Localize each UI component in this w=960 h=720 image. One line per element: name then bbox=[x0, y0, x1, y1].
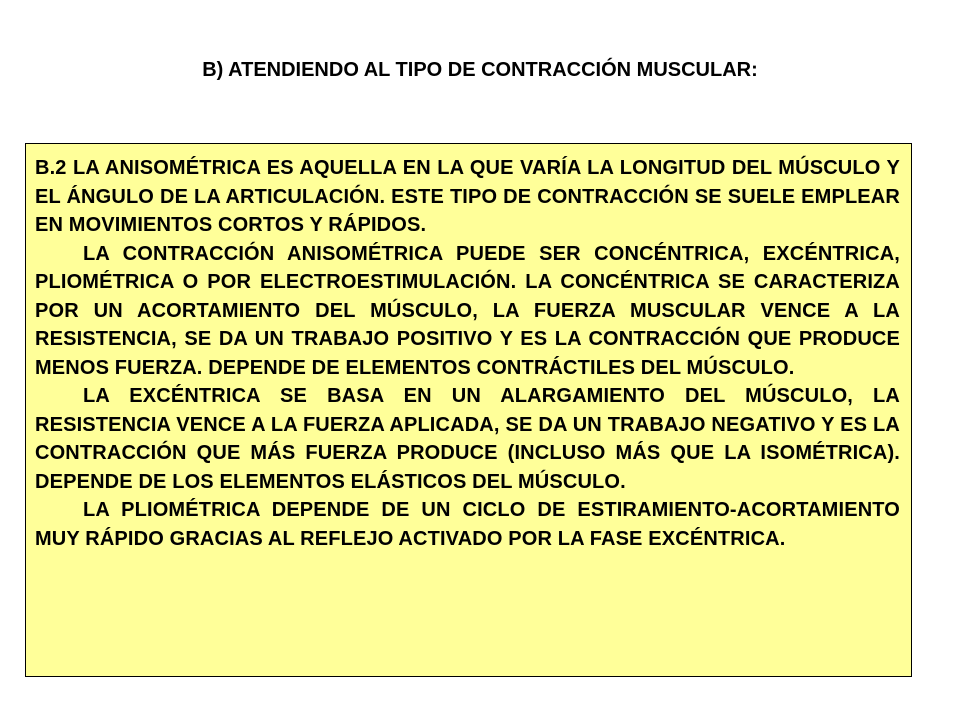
paragraph-excentrica: LA EXCÉNTRICA SE BASA EN UN ALARGAMIENTO DEL MÚSCULO, LA RESISTENCIA VENCE A LA FUERZA APLICADA, SE DA UN TRABAJO NEGATIVO Y ES LA CONTRACCIÓN QUE MÁS FUERZA PRODUCE (INCLUSO MÁS QUE LA ISOMÉTRICA). DEPENDE DE LOS ELEMENTOS ELÁSTICOS DEL MÚSCULO. bbox=[35, 385, 900, 493]
slide-title: B) ATENDIENDO AL TIPO DE CONTRACCIÓN MUSCULAR: bbox=[202, 59, 758, 81]
text-box bbox=[25, 143, 912, 677]
paragraph-anisometrica: B.2 LA ANISOMÉTRICA ES AQUELLA EN LA QUE VARÍA LA LONGITUD DEL MÚSCULO Y EL ÁNGULO DE LA ARTICULACIÓN. ESTE TIPO DE CONTRACCIÓN SE SUELE EMPLEAR EN MOVIMIENTOS CORTOS Y RÁPIDOS. bbox=[35, 157, 900, 236]
paragraph-tipos: LA CONTRACCIÓN ANISOMÉTRICA PUEDE SER CONCÉNTRICA, EXCÉNTRICA, PLIOMÉTRICA O POR ELECTROESTIMULACIÓN. LA CONCÉNTRICA SE CARACTERIZA POR UN ACORTAMIENTO DEL MÚSCULO, LA FUERZA MUSCULAR VENCE A LA RESISTENCIA, SE DA UN TRABAJO POSITIVO Y ES LA CONTRACCIÓN QUE PRODUCE MENOS FUERZA. DEPENDE DE ELEMENTOS CONTRÁCTILES DEL MÚSCULO. bbox=[35, 242, 900, 379]
paragraph-pliometrica: LA PLIOMÉTRICA DEPENDE DE UN CICLO DE ESTIRAMIENTO-ACORTAMIENTO MUY RÁPIDO GRACIAS AL REFLEJO ACTIVADO POR LA FASE EXCÉNTRICA. bbox=[35, 499, 900, 550]
